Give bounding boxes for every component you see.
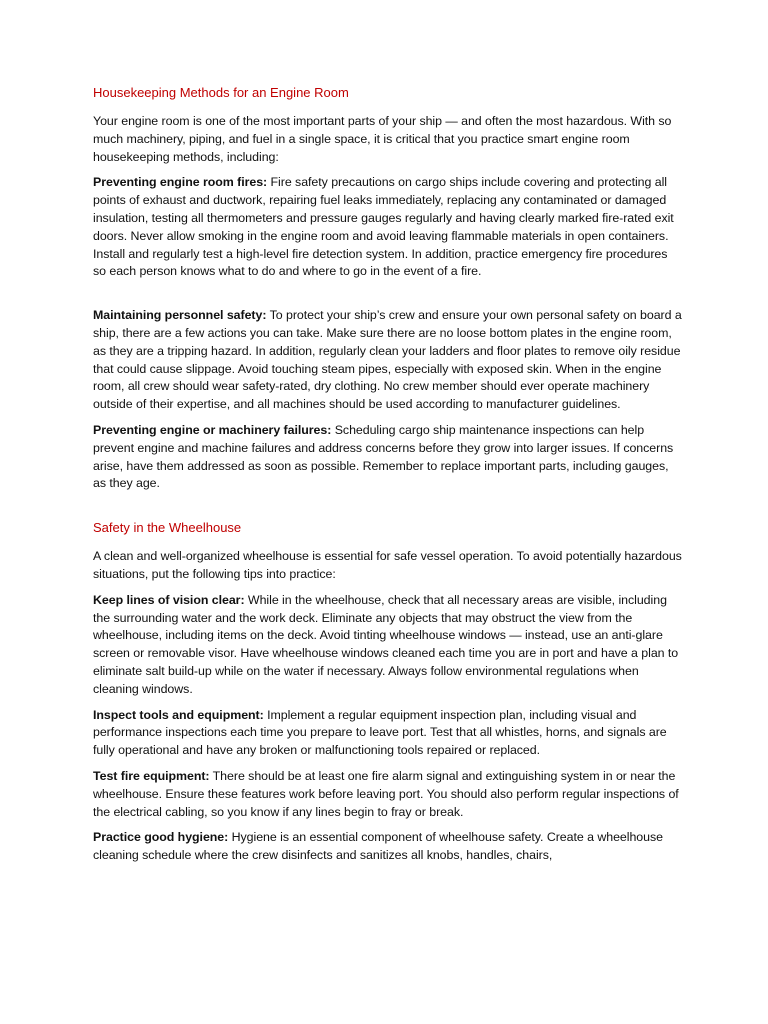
engine-room-item-failures xyxy=(93,422,683,493)
item-heading: Inspect tools and equipment: xyxy=(93,707,264,722)
wheelhouse-item-vision xyxy=(93,592,683,699)
wheelhouse-item-tools xyxy=(93,707,683,760)
item-text: There should be at least one fire alarm signal and extinguishing system in or near the wheelhouse. Ensure these features work before leaving port. You should also perform regular inspections of the electrical cabling, so you know if any lines begin to fray or break. xyxy=(93,768,679,819)
item-text: Scheduling cargo ship maintenance inspections can help prevent engine and machine failures and address concerns before they grow into larger issues. If concerns arise, have them addressed as soon as possible. Remember to replace important parts, including gauges, as they age. xyxy=(93,422,674,491)
engine-room-item-fires xyxy=(93,174,683,281)
document-page xyxy=(93,84,683,865)
engine-room-intro: Your engine room is one of the most important parts of your ship — and often the most hazardous. With so much machinery, piping, and fuel in a single space, it is critical that you practice smart engine room housekeeping methods, including: xyxy=(93,114,672,164)
item-text: Hygiene is an essential component of wheelhouse safety. Create a wheelhouse cleaning schedule where the crew disinfects and sanitizes all knobs, handles, chairs, xyxy=(93,830,663,863)
section-title-wheelhouse: Safety in the Wheelhouse xyxy=(93,520,242,536)
item-heading: Maintaining personnel safety: xyxy=(93,308,267,323)
wheelhouse-intro: A clean and well-organized wheelhouse is essential for safe vessel operation. To avoid potentially hazardous situations, put the following tips into practice: xyxy=(93,549,682,581)
section-title-engine-room: Housekeeping Methods for an Engine Room xyxy=(93,85,349,100)
item-heading: Preventing engine room fires: xyxy=(93,175,268,190)
wheelhouse-item-fire-equipment xyxy=(93,768,683,821)
item-text: To protect your ship’s crew and ensure your own personal safety on board a ship, there are a few actions you can take. Make sure there are no loose bottom plates in the engine room, as they are a tripping hazard. In addition, regularly clean your ladders and floor plates to remove oily residue that could cause slippage. Avoid touching steam pipes, especially with exposed skin. When in the engine room, all crew should wear safety-rated, dry clothing. No crew member should ever operate machinery outside of their expertise, and all machines should be used according to manufacturer guidelines. xyxy=(93,308,682,412)
engine-room-item-personnel xyxy=(93,307,683,414)
item-text: Fire safety precautions on cargo ships include covering and protecting all points of exhaust and ductwork, repairing fuel leaks immediately, replacing any contaminated or damaged insulation, testing all thermometers and pressure gauges regularly and having clearly marked fire-rated exit doors. Never allow smoking in the engine room and avoid leaving flammable materials in open containers. Install and regularly test a high-level fire detection system. In addition, practice emergency fire procedures so each person knows what to do and where to go in the event of a fire. xyxy=(93,175,674,279)
item-heading: Preventing engine or machinery failures: xyxy=(93,422,332,437)
item-text: Implement a regular equipment inspection plan, including visual and performance inspections each time you prepare to leave port. Test that all whistles, horns, and signals are fully operational and have any broken or malfunctioning tools repaired or replaced. xyxy=(93,707,667,758)
item-heading: Keep lines of vision clear: xyxy=(93,592,245,607)
item-text: While in the wheelhouse, check that all necessary areas are visible, including the surrounding water and the work deck. Eliminate any objects that may obstruct the view from the wheelhouse, including items on the deck. Avoid tinting wheelhouse windows — instead, use an anti-glare screen or removable visor. Have wheelhouse windows cleaned each time you are in port and have a plan to eliminate salt build-up while on the water if necessary. Always follow environmental regulations when cleaning windows. xyxy=(93,592,679,696)
item-heading: Practice good hygiene: xyxy=(93,830,229,845)
item-heading: Test fire equipment: xyxy=(93,768,210,783)
wheelhouse-item-hygiene xyxy=(93,829,683,865)
